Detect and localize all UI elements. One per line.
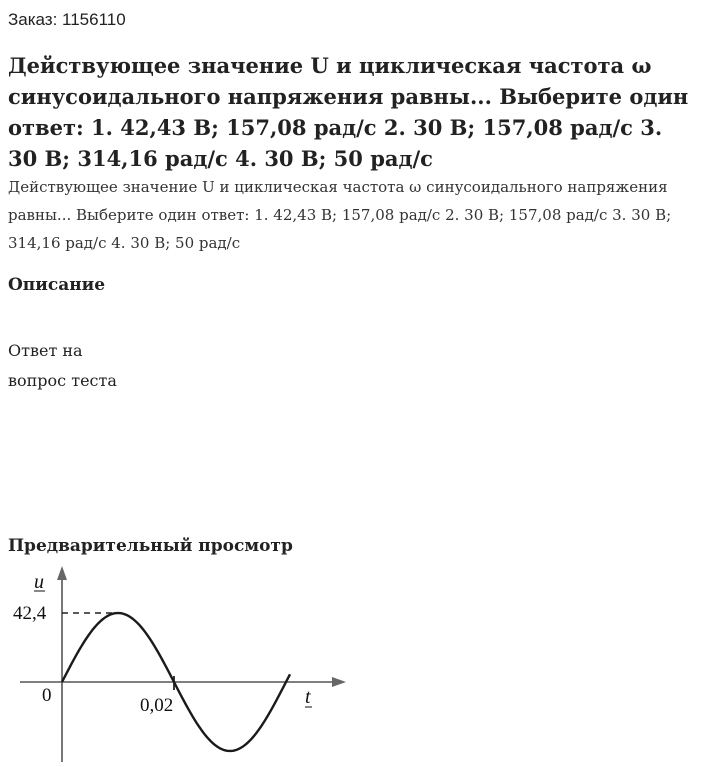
description-text [8,336,208,396]
x-axis-label: t [305,686,311,708]
preview-image [0,566,360,767]
description-text-line: Ответ на [8,341,83,360]
origin-label: 0 [42,685,52,706]
description-text-line: вопрос теста [8,371,117,390]
amplitude-label: 42,4 [13,603,47,624]
y-axis-label: u [34,571,44,593]
question-description: Действующее значение U и циклическая частота ω синусоидального напряжения равны... Выберите один ответ: 1. 42,43 В; 157,08 рад/с 2. 30 В; 157,08 рад/с 3. 30 В; 314,16 рад/с 4. 30 В; 50 рад/с [8,178,672,252]
x-axis-arrow [332,677,346,687]
y-axis-arrow [57,566,67,580]
page-title: Действующее значение U и циклическая частота ω синусоидального напряжения равны... Выберите один ответ: 1. 42,43 В; 157,08 рад/с 2. 30 В; 157,08 рад/с 3. 30 В; 314,16 рад/с 4. 30 В; 50 рад/с [8,53,689,171]
preview-heading: Предварительный просмотр [8,536,293,556]
half-period-label: 0,02 [140,695,174,716]
order-number: Заказ: 1156110 [8,10,126,29]
description-heading: Описание [8,275,106,295]
